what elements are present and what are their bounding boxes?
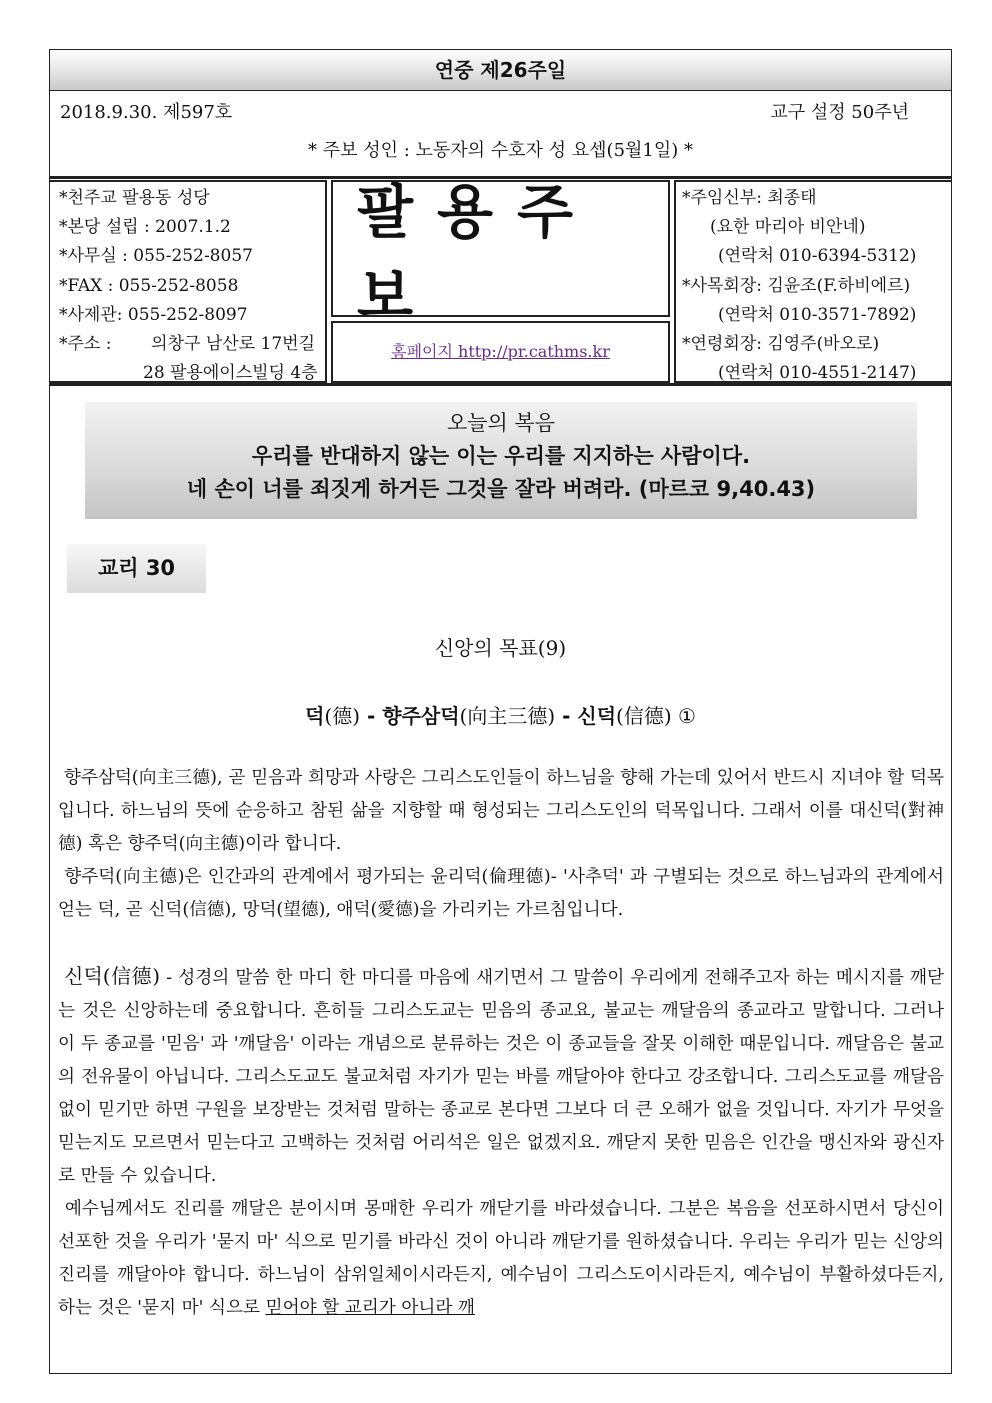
heading-virtue-hanja: (德) [324, 704, 361, 728]
doctrine-body [58, 762, 944, 1325]
pastor-phone: (연락처 010-6394-5312) [718, 246, 917, 267]
bulletin-page [49, 49, 952, 1374]
gospel-line-1: 우리를 반대하지 않는 이는 우리를 지지하는 사람이다. [251, 444, 751, 468]
church-name: *천주교 팔용동 성당 [59, 188, 210, 208]
paragraph-2-text: 향주덕(向主德)은 인간과의 관계에서 평가되는 윤리덕(倫理德)- '사추덕' 과 구별되는 것으로 하느님과의 관계에서 얻는 덕, 곧 신덕(信德), 망덕(望德), 애덕(愛德)을 가리키는 가르침입니다. [58, 867, 944, 920]
heading-sep-2: - [555, 704, 578, 728]
fax-number: *FAX : 055-252-8058 [59, 275, 239, 296]
heading-faith-hanja: (信德) ① [616, 704, 696, 728]
rectory-phone: *사제관: 055-252-8097 [59, 304, 248, 325]
faith-lead: 신덕(信德) [64, 964, 161, 988]
heading-sep-1: - [360, 704, 383, 728]
heading-theological-virtues: 향주삼덕 [382, 704, 460, 728]
heading-faith: 신덕 [577, 704, 617, 728]
founded-date: *본당 설립 : 2007.1.2 [59, 217, 231, 238]
paragraph-3 [58, 960, 944, 1193]
pastor-baptismal-name: (요한 마리아 비안네) [710, 217, 866, 238]
issue-row [50, 90, 951, 130]
address-line-1 [59, 330, 325, 359]
council-phone: (연락처 010-3571-7892) [718, 304, 917, 325]
office-phone: *사무실 : 055-252-8057 [59, 246, 253, 267]
address-street: 의창구 남산로 17번길 [151, 334, 315, 355]
diocese-anniversary: 교구 설정 50주년 [770, 102, 909, 123]
bulletin-title: 팔용주보 [357, 177, 598, 330]
patron-saint: * 주보 성인 : 노동자의 수호자 성 요셉(5월1일) * [308, 140, 693, 161]
heading-theological-hanja: (向主三德) [459, 704, 556, 728]
paragraph-4 [58, 1193, 944, 1325]
doctrine-heading [50, 700, 951, 729]
parish-info [50, 180, 327, 383]
address-line-2: 28 팔용에이스빌딩 4층 [143, 363, 318, 384]
gospel-line-2: 네 손이 너를 죄짓게 하거든 그것을 잘라 버려라. (마르코 9,40.43) [186, 477, 816, 501]
paragraph-2 [58, 861, 944, 927]
union-phone: (연락처 010-4551-2147) [718, 363, 917, 384]
paragraph-1 [58, 762, 944, 861]
paragraph-1-text: 향주삼덕(向主三德), 곧 믿음과 희망과 사랑은 그리스도인들이 하느님을 향해 가는데 있어서 반드시 지녀야 할 덕목입니다. 하느님의 뜻에 순응하고 참된 삶을 지향할 때 형성되는 그리스도인의 덕목입니다. 그래서 이를 대신덕(對神德) 혹은 향주덕(向主德)이라 합니다. [58, 768, 945, 854]
doctrine-subtitle: 신앙의 목표(9) [434, 636, 567, 660]
paragraph-4-text: 예수님께서도 진리를 깨달은 분이시며 몽매한 우리가 깨닫기를 바라셨습니다. 그분은 복음을 선포하시면서 당신이 선포한 것을 우리가 '묻지 마' 식으로 믿기를 바라신 것이 아니라 깨닫기를 원하셨습니다. 우리는 우리가 믿는 신앙의 진리를 깨달아야 합니다. 하느님이 삼위일체이시라든지, 예수님이 그리스도이시라든지, 예수님이 부활하셨다든지, 하는 것은 '묻지 마' 식으로 [58, 1199, 944, 1318]
doctrine-tag: 교리 30 [67, 544, 206, 593]
homepage-link[interactable]: 홈페이지 http://pr.cathms.kr [391, 342, 610, 361]
homepage-box [331, 321, 670, 383]
gospel-box [85, 402, 917, 519]
contacts [674, 180, 951, 383]
council-label: *사목회장: 김윤조(F.하비에르) [682, 275, 911, 296]
paragraph-3-text: - 성경의 말씀 한 마디 한 마디를 마음에 새기면서 그 말씀이 우리에게 전해주고자 하는 메시지를 깨닫는 것은 신앙하는데 중요합니다. 흔히들 그리스도교는 믿음의 종교요, 불교는 깨달음의 종교라고 말합니다. 그러나 이 두 종교를 '믿음' 과 '깨달음' 이라는 개념으로 분류하는 것은 이 종교들을 잘못 이해한 때문입니다. 깨달음은 불교의 전유물이 아닙니다. 그리스도교도 불교처럼 자기가 믿는 바를 깨달아야 한다고 강조합니다. 그리스도교를 깨달음 없이 믿기만 하면 구원을 보장받는 것처럼 말하는 종교로 본다면 그보다 더 큰 오해가 없을 것입니다. 자기가 무엇을 믿는지도 모르면서 믿는다고 고백하는 것처럼 어리석은 일은 없겠지요. 깨닫지 못한 믿음은 인간을 맹신자와 광신자로 만들 수 있습니다. [58, 968, 944, 1186]
issue-date: 2018.9.30. 제597호 [60, 102, 233, 123]
spacer [58, 927, 944, 960]
divider [50, 383, 951, 387]
address-label: *주소 : [59, 334, 112, 355]
paragraph-4-underlined: 믿어야 할 교리가 아니라 깨 [265, 1298, 475, 1318]
union-label: *연령회장: 김영주(바오로) [682, 334, 880, 355]
liturgical-season: 연중 제26주일 [50, 50, 951, 90]
gospel-title: 오늘의 복음 [446, 411, 556, 435]
heading-virtue: 덕 [305, 704, 325, 728]
masthead-title [331, 177, 670, 330]
pastor-label: *주임신부: 최종태 [682, 188, 817, 208]
